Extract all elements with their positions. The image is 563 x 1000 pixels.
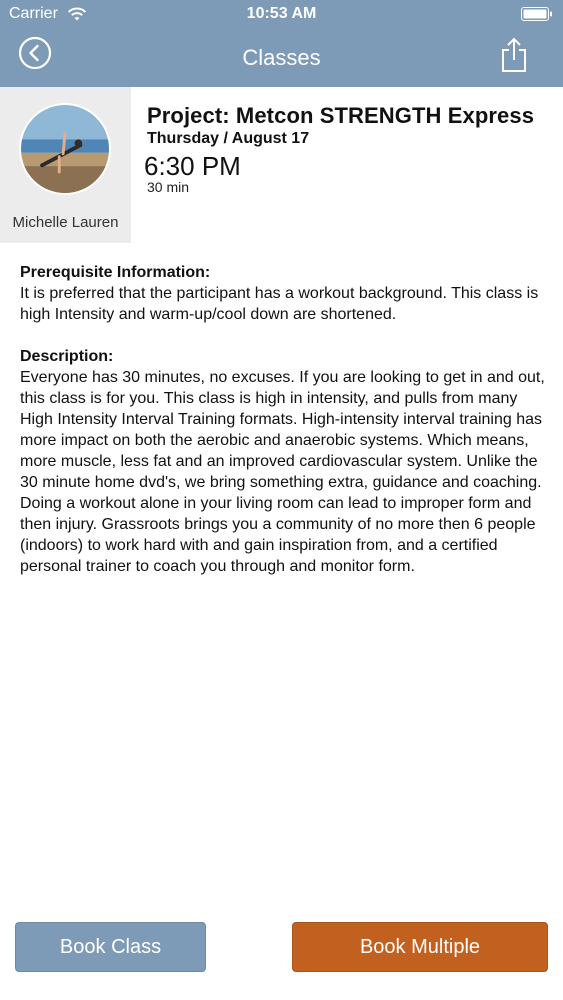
- description-text: Everyone has 30 minutes, no excuses. If you are looking to get in and out, this class is for you. This class is high in intensity, and pulls from many High Intensity Interval Training formats. High-intensity interval training has more impact on both the aerobic and anaerobic systems. Which means, more muscle, less fat and an improved cardiovascular system. Unlike the 30 minute home dvd's, we bring something extra, guidance and coaching. Doing a workout alone in your living room can lead to improper form and then injury. Grassroots brings you a community of no more then 6 people (indoors) to work hard with and gain inspiration from, and a certified personal trainer to coach you through and monitor form.: [20, 369, 545, 575]
- description-heading: Description:: [20, 348, 114, 365]
- book-multiple-button[interactable]: Book Multiple: [292, 922, 548, 972]
- class-details: [20, 262, 548, 598]
- class-date: Thursday / August 17: [147, 130, 310, 147]
- share-icon[interactable]: [499, 36, 529, 74]
- page-title: Classes: [242, 45, 321, 70]
- prerequisite-heading: Prerequisite Information:: [20, 264, 211, 281]
- prerequisite-text: It is preferred that the participant has a workout background. This class is high Intensity and warm-up/cool down are shortened.: [20, 285, 539, 323]
- status-bar: [0, 0, 563, 28]
- class-duration: 30 min: [147, 179, 190, 195]
- class-time: 6:30 PM: [144, 151, 241, 181]
- avatar: [19, 103, 111, 195]
- nav-bar: [0, 28, 563, 87]
- instructor-name: Michelle Lauren: [12, 214, 119, 231]
- book-class-button[interactable]: Book Class: [15, 922, 206, 972]
- header: [0, 0, 563, 87]
- instructor-panel[interactable]: [0, 87, 131, 243]
- class-info: [144, 103, 557, 195]
- carrier-label: Carrier: [9, 5, 58, 22]
- battery-icon: [521, 7, 553, 21]
- class-title: Project: Metcon STRENGTH Express: [147, 103, 535, 128]
- status-time: 10:53 AM: [246, 5, 317, 22]
